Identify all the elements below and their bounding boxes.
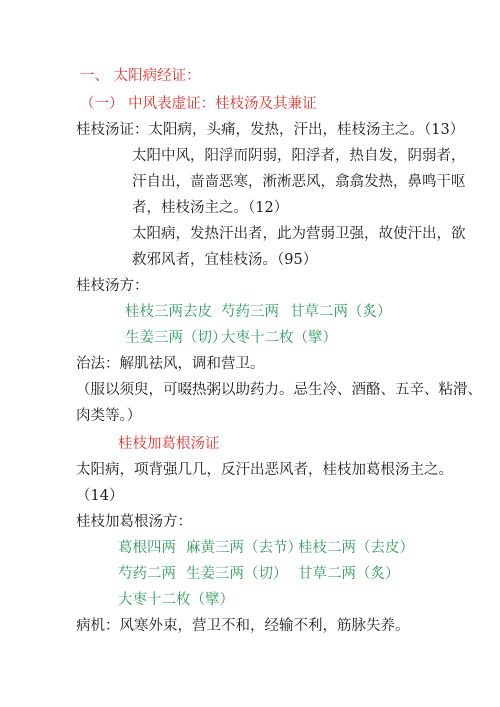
clause-12-line: 太阳中风，阳浮而阴弱，阳浮者，热自发，阴弱者，	[132, 148, 466, 164]
herb-item: 生姜三两（切）	[125, 330, 227, 346]
clause-12-line: 者，桂枝汤主之。（12）	[132, 200, 289, 216]
herb-item: 甘草二两（炙）	[298, 566, 400, 582]
herb-item: 芍药三两	[221, 304, 279, 320]
herb-item: 生姜三两（切）	[186, 566, 288, 582]
gegen-formula-label: 桂枝加葛根汤方：	[76, 514, 192, 530]
treatment: 治法：解肌祛风，调和营卫。	[76, 356, 265, 372]
clause-14-number: （14）	[76, 488, 124, 504]
clause-14: 太阳病，项背强几几，反汗出恶风者，桂枝加葛根汤主之。	[76, 462, 453, 478]
clause-13: 桂枝汤证：太阳病，头痛，发热，汗出，桂枝汤主之。（13）	[76, 122, 465, 138]
clause-95-line: 太阳病，发热汗出者，此为营弱卫强，故使汗出，欲	[132, 226, 466, 242]
notes-line: （服以须臾，可啜热粥以助药力。忌生冷、酒酪、五辛、粘滑、	[76, 382, 482, 398]
notes-line: 肉类等。）	[76, 408, 142, 424]
section-title: 一、 太阳病经证：	[80, 68, 201, 84]
herb-item: 葛根四两	[118, 540, 176, 556]
gegen-title: 桂枝加葛根汤证	[118, 436, 220, 452]
clause-12-line: 汗自出，啬啬恶寒，淅淅恶风，翕翕发热，鼻鸣干呕	[132, 174, 466, 190]
herb-item: 麻黄三两（去节）	[186, 540, 302, 556]
herb-item: 大枣十二枚（擘）	[118, 592, 234, 608]
subsection-title: （一） 中风表虚证：桂枝汤及其兼证	[80, 96, 317, 112]
clause-95-line: 救邪风者，宜桂枝汤。（95）	[132, 252, 318, 268]
pathogenesis: 病机：风寒外束，营卫不和，经输不利，筋脉失养。	[76, 618, 410, 634]
formula-label: 桂枝汤方：	[76, 278, 149, 294]
herb-item: 芍药二两	[118, 566, 176, 582]
herb-item: 桂枝二两（去皮）	[298, 540, 414, 556]
herb-item: 桂枝三两去皮	[125, 304, 212, 320]
herb-item: 甘草二两（炙）	[290, 304, 392, 320]
herb-item: 大枣十二枚（擘）	[221, 330, 337, 346]
